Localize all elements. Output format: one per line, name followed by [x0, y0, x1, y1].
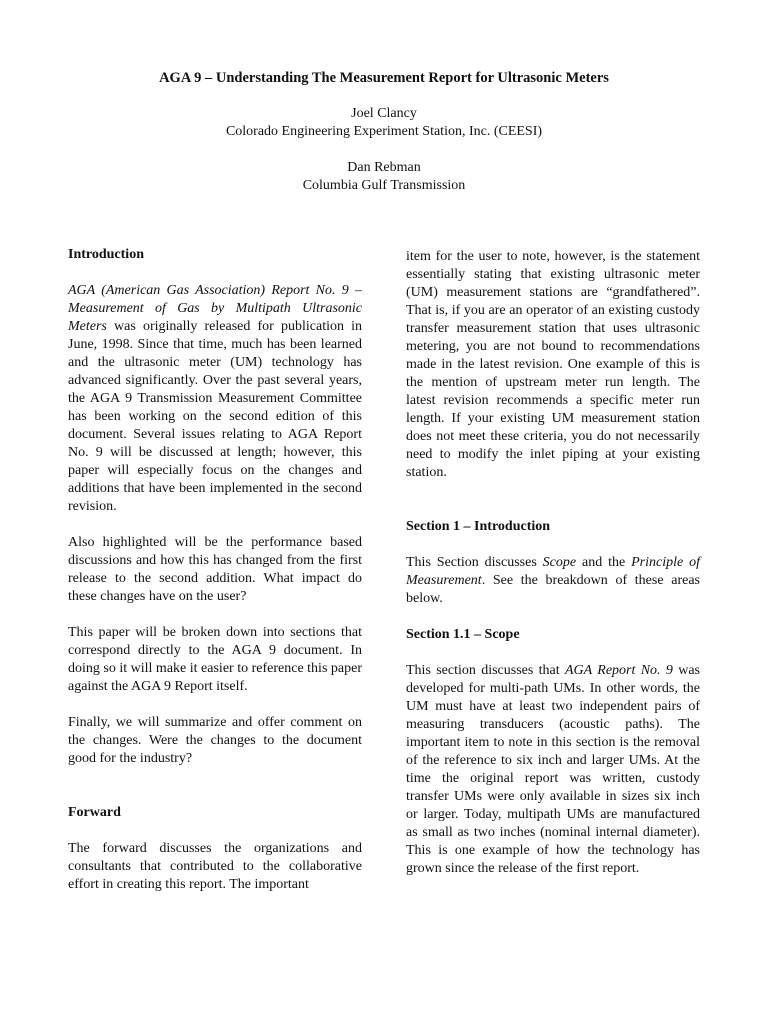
principle-italic: Principle of Measurement	[406, 555, 700, 588]
forward-paragraph-continued: item for the user to note, however, is the statement essentially stating that existing ultrasonic meter (UM) measurement stations are “grandfathered”. That is, if you are an operator of an existing custody transfer measurement station that uses ultrasonic metering, you are not bound to recommendations made in the latest revision. One example of this is the mention of upstream meter run length. The latest revision recommends a specific meter run length. If your existing UM measurement station does not meet these criteria, you do not necessarily need to modify the inlet piping at your existing station.	[406, 249, 700, 480]
section11-paragraph	[406, 662, 700, 878]
introduction-heading: Introduction	[68, 247, 144, 262]
intro-paragraph-1	[68, 282, 362, 516]
section1-text-a: This Section discusses	[406, 555, 543, 570]
section11-text-a: This section discusses that	[406, 663, 565, 678]
scope-italic: Scope	[542, 555, 577, 570]
report-title-italic: AGA (American Gas Association) Report No. 9 – Measurement of Gas by Multipath Ultrasonic Meters	[68, 283, 362, 334]
forward-paragraph-1: The forward discusses the organizations and consultants that contributed to the collaborative effort in creating this report. The important	[68, 841, 362, 892]
author-name: Dan Rebman	[347, 160, 421, 175]
section11-text-b: was developed for multi-path UMs. In other words, the UM must have at least two independent pairs of measuring transducers (acoustic paths). The important item to note in this section is the removal of the reference to six inch and larger UMs. At the time the original report was written, custody transfer UMs were only available in sizes six inch or larger. Today, multipath UMs are manufactured as small as two inches (nominal internal diameter). This is one example of how the technology has grown since the release of the first report.	[406, 663, 700, 876]
section11-heading: Section 1.1 – Scope	[406, 627, 520, 642]
author-affiliation: Columbia Gulf Transmission	[302, 178, 466, 193]
intro-paragraph-3: This paper will be broken down into sections that correspond directly to the AGA 9 document. In doing so it will make it easier to reference this paper against the AGA 9 Report itself.	[68, 625, 362, 694]
left-column	[68, 246, 362, 894]
intro-paragraph-4: Finally, we will summarize and offer comment on the changes. Were the changes to the document good for the industry?	[68, 715, 362, 766]
section1-paragraph	[406, 554, 700, 608]
report-name-italic: AGA Report No. 9	[564, 663, 673, 678]
author-affiliation: Colorado Engineering Experiment Station, Inc. (CEESI)	[225, 124, 543, 139]
right-column	[406, 248, 700, 878]
forward-heading: Forward	[68, 805, 121, 820]
author-block-1	[0, 105, 768, 141]
intro-paragraph-1-text: was originally released for publication in June, 1998. Since that time, much has been learned and the ultrasonic meter (UM) technology has advanced significantly. Over the past several years, the AGA 9 Transmission Measurement Committee has been working on the second edition of this document. Several issues relating to AGA Report No. 9 will be discussed at length; however, this paper will especially focus on the changes and additions that have been implemented in the second revision.	[68, 319, 362, 514]
paper-title: AGA 9 – Understanding The Measurement Report for Ultrasonic Meters	[159, 70, 609, 86]
author-block-2	[0, 159, 768, 195]
section1-text-b: and the	[576, 555, 632, 570]
author-name: Joel Clancy	[351, 106, 417, 121]
section1-text-c: . See the breakdown of these areas below.	[406, 573, 700, 606]
intro-paragraph-2: Also highlighted will be the performance based discussions and how this has changed from the first release to the second addition. What impact do these changes have on the user?	[68, 535, 362, 604]
section1-heading: Section 1 – Introduction	[406, 519, 551, 534]
